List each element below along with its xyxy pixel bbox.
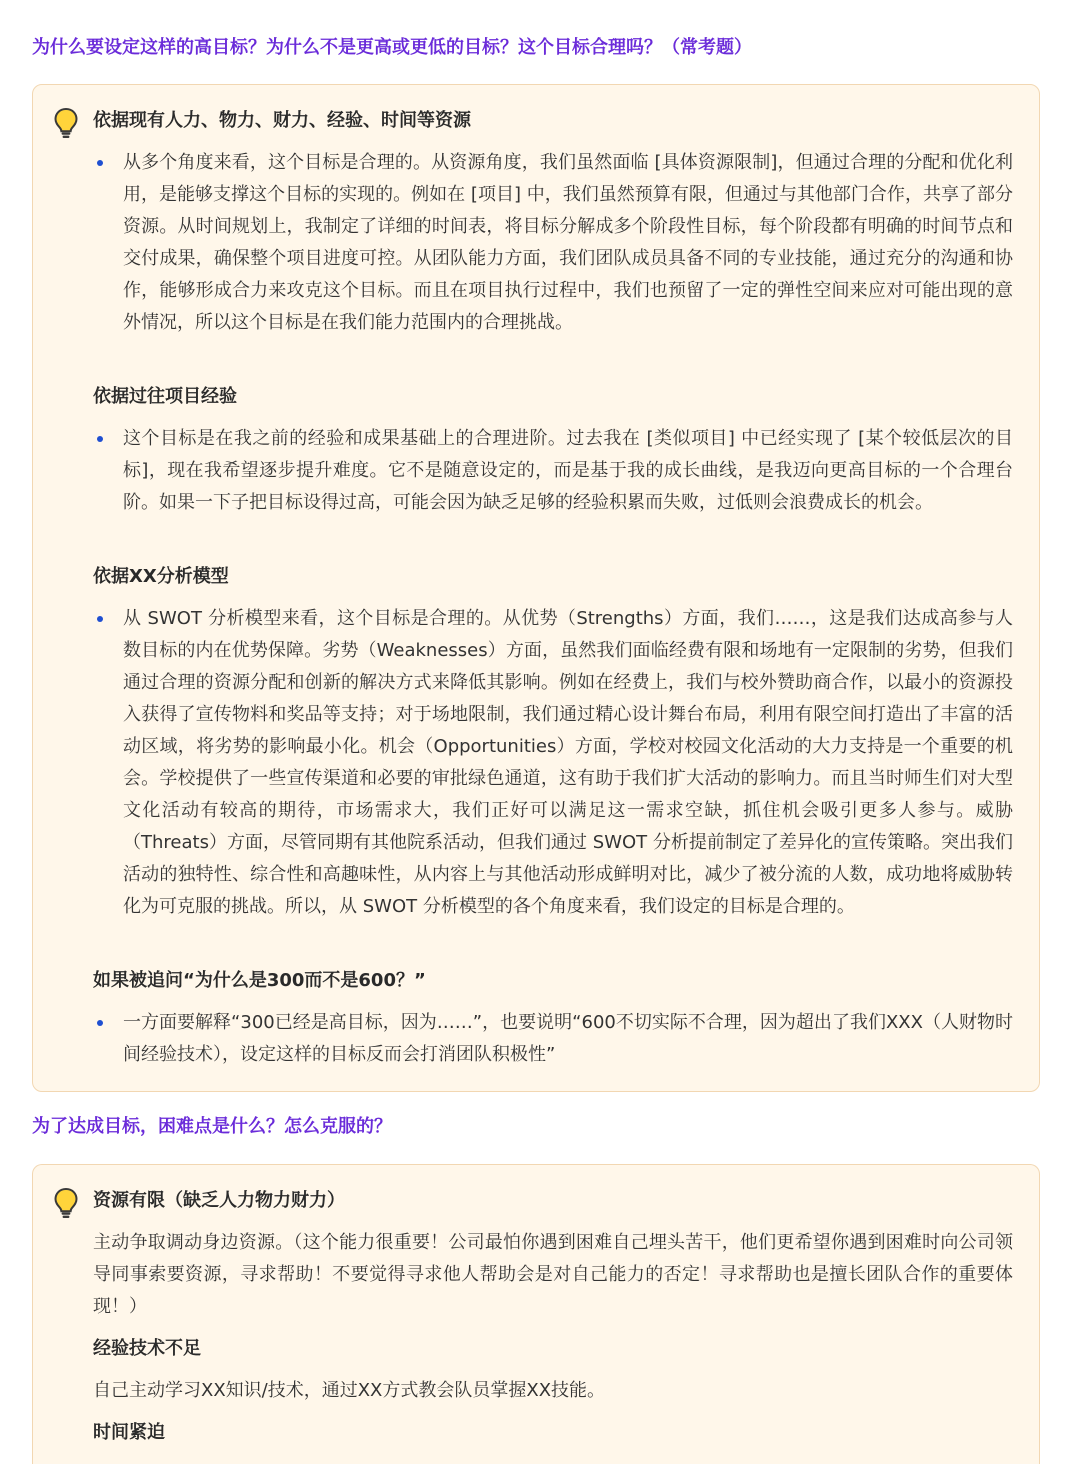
list-item (93, 147, 1013, 339)
paragraph-lack-experience: 自己主动学习XX知识/技术，通过XX方式教会队员掌握XX技能。 (93, 1380, 606, 1401)
paragraph-limited-resources: 主动争取调动身边资源。（这个能力很重要！公司最怕你遇到困难自己埋头苦干，他们更希望你遇到困难时向公司领导同事索要资源，寻求帮助！不要觉得寻求他人帮助会是对自己能力的否定！寻求帮助也是擅长团队合作的重要体现！） (93, 1232, 1013, 1317)
question-heading-reasonable-goal: 为什么要设定这样的高目标？为什么不是更高或更低的目标？这个目标合理吗？（常考题） (32, 37, 752, 58)
tip-callout-difficulties (32, 1164, 1040, 1464)
bullet-dot (97, 616, 103, 622)
bullet-dot (97, 1020, 103, 1026)
section-heading-resources: 依据现有人力、物力、财力、经验、时间等资源 (93, 110, 471, 131)
list-item-text: 从 SWOT 分析模型来看，这个目标是合理的。从优势（Strengths）方面，我们……，这是我们达成高参与人数目标的内在优势保障。劣势（Weaknesses）方面，虽然我们面临经费有限和场地有一定限制的劣势，但我们通过合理的资源分配和创新的解决方式来降低其影响。例如在经费上，我们与校外赞助商合作，以最小的资源投入获得了宣传物料和奖品等支持；对于场地限制，我们通过精心设计舞台布局，利用有限空间打造出了丰富的活动区域，将劣势的影响最小化。机会（Opportunities）方面，学校对校园文化活动的大力支持是一个重要的机会。学校提供了一些宣传渠道和必要的审批绿色通道，这有助于我们扩大活动的影响力。而且当时师生们对大型文化活动有较高的期待，市场需求大，我们正好可以满足这一需求空缺，抓住机会吸引更多人参与。威胁（Threats）方面，尽管同期有其他院系活动，但我们通过 SWOT 分析提前制定了差异化的宣传策略。突出我们活动的独特性、综合性和高趣味性，从内容上与其他活动形成鲜明对比，减少了被分流的人数，成功地将威胁转化为可克服的挑战。所以，从 SWOT 分析模型的各个角度来看，我们设定的目标是合理的。 (123, 608, 1013, 917)
bullet-dot (97, 436, 103, 442)
bullet-dot (97, 160, 103, 166)
section-heading-follow-up: 如果被追问“为什么是300而不是600？” (93, 970, 426, 991)
section-heading-analysis-model: 依据XX分析模型 (93, 566, 229, 587)
section-heading-time-pressure: 时间紧迫 (93, 1422, 165, 1443)
lightbulb-icon (53, 1187, 79, 1219)
list-item-text: 从多个角度来看，这个目标是合理的。从资源角度，我们虽然面临 [具体资源限制]，但通过合理的分配和优化利用，是能够支撑这个目标的实现的。例如在 [项目] 中，我们虽然预算有限，但通过与其他部门合作，共享了部分资源。从时间规划上，我制定了详细的时间表，将目标分解成多个阶段性目标，每个阶段都有明确的时间节点和交付成果，确保整个项目进度可控。从团队能力方面，我们团队成员具备不同的专业技能，通过充分的沟通和协作，能够形成合力来攻克这个目标。而且在项目执行过程中，我们也预留了一定的弹性空间来应对可能出现的意外情况，所以这个目标是在我们能力范围内的合理挑战。 (123, 152, 1013, 333)
list-item-text: 一方面要解释“300已经是高目标，因为……”，也要说明“600不切实际不合理，因为超出了我们XXX（人财物时间经验技术），设定这样的目标反而会打消团队积极性” (123, 1012, 1013, 1065)
section-heading-past-experience: 依据过往项目经验 (93, 386, 237, 407)
tip-callout-goal-reasoning (32, 84, 1040, 1092)
lightbulb-icon (53, 107, 79, 139)
section-heading-limited-resources: 资源有限（缺乏人力物力财力） (93, 1190, 345, 1211)
section-heading-lack-experience: 经验技术不足 (93, 1338, 201, 1359)
list-item (93, 603, 1013, 923)
list-item (93, 1007, 1013, 1071)
list-item (93, 423, 1013, 519)
list-item-text: 这个目标是在我之前的经验和成果基础上的合理进阶。过去我在 [类似项目] 中已经实现了 [某个较低层次的目标]，现在我希望逐步提升难度。它不是随意设定的，而是基于我的成长曲线，是我迈向更高目标的一个合理台阶。如果一下子把目标设得过高，可能会因为缺乏足够的经验积累而失败，过低则会浪费成长的机会。 (123, 428, 1013, 513)
question-heading-difficulties: 为了达成目标，困难点是什么？怎么克服的？ (32, 1116, 392, 1137)
